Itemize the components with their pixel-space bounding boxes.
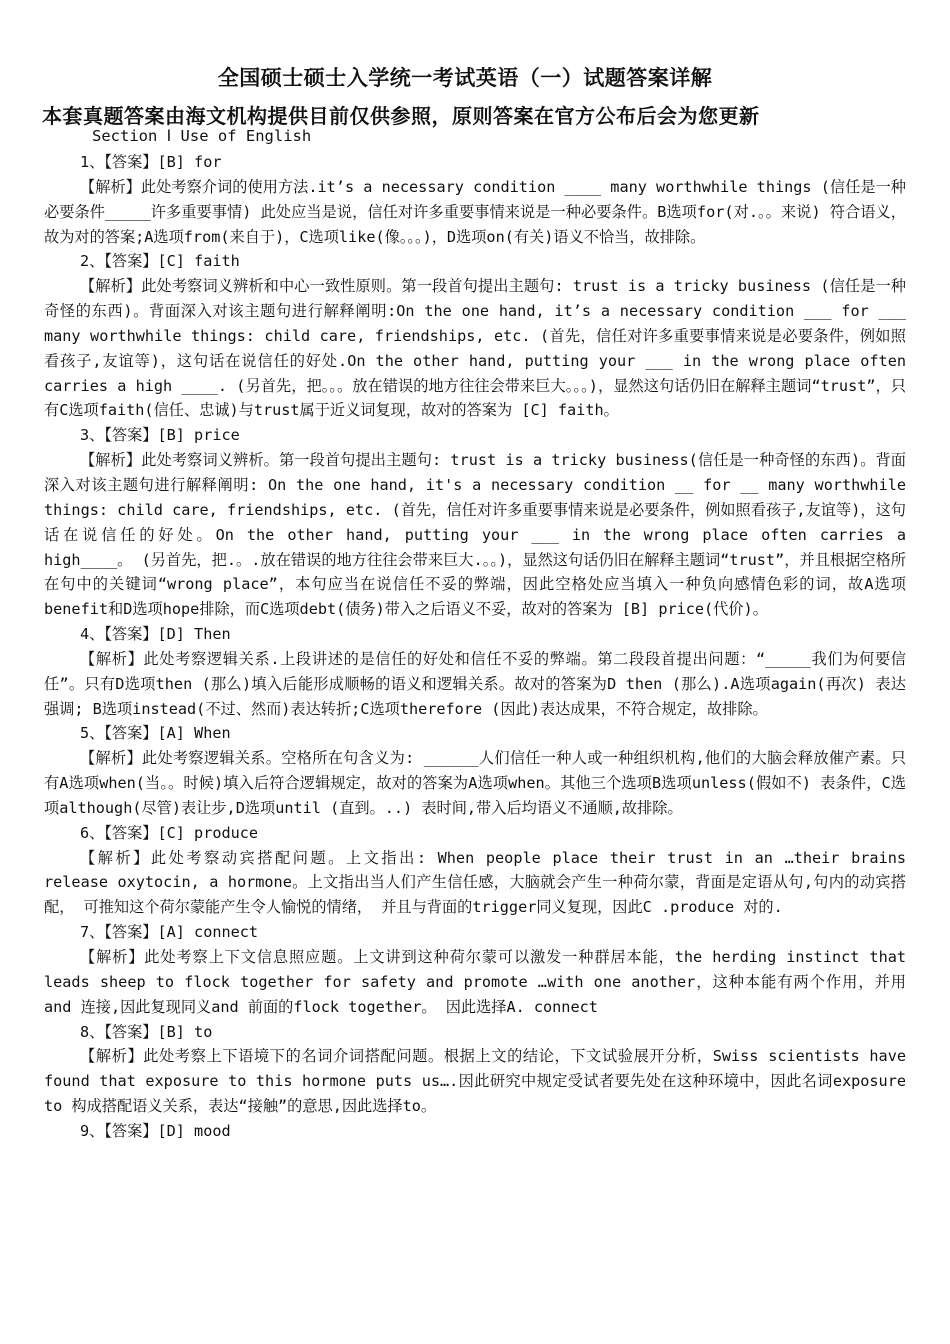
explanation-paragraph: 【解析】此处考察词义辨析和中心一致性原则。第一段首句提出主题句: trust is a tricky business (信任是一种奇怪的东西)。背面深入对该主题句进行解释阐明:On the one hand, it’s a necessary condition ___ for ___ many worthwhile things: child care, friendships, etc. (首先，信任对许多重要事情来说是必要条件，例如照看孩子,友谊等)，这句话在说信任的好处.On the other hand, putting your ___ in the wrong place often carries a high ____. (另首先，把。。。放在错误的地方往往会带来巨大。。。)，显然这句话仍旧在解释主题词“trust”，只有C选项faith(信任、忠诚)与trust属于近义词复现，故对的答案为 [C] faith。: [44, 277, 906, 420]
explanation-paragraph: 【解析】此处考察介词的使用方法.it’s a necessary condition ____ many worthwhile things (信任是一种必要条件_____许多重要事情) 此处应当是说，信任对许多重要事情来说是一种必要条件。B选项for(对.。。来说) 符合语义，故为对的答案;A选项from(来自于)，C选项like(像。。。)，D选项on(有关)语义不恰当，故排除。: [44, 177, 906, 246]
answer-line: 5、【答案】[A] When: [80, 724, 231, 743]
section-heading: Section Ⅰ Use of English: [92, 127, 312, 145]
explanation-paragraph: 【解析】此处考察逻辑关系。空格所在句含义为: ______人们信任一种人或一种组织机构,他们的大脑会释放催产素。只有A选项when(当。。时候)填入后符合逻辑规定，故对的答案为A选项when。其他三个选项B选项unless(假如不) 表条件，C选项although(尽管)表让步,D选项until (直到。..) 表时间,带入后均语义不通顺,故排除。: [44, 749, 906, 817]
answer-line: 6、【答案】[C] produce: [80, 823, 259, 842]
answer-line: 4、【答案】[D] Then: [80, 625, 231, 644]
explanation-paragraph: 【解析】此处考察上下语境下的名词介词搭配问题。根据上文的结论，下文试验展开分析，Swiss scientists have found that exposure to this hormone puts us….因此研究中规定受试者要先处在这种环境中，因此名词exposure to 构成搭配语义关系，表达“接触”的意思,因此选择to。: [44, 1047, 906, 1116]
explanation-paragraph: 【解析】此处考察逻辑关系.上段讲述的是信任的好处和信任不妥的弊端。第二段段首提出问题：“_____我们为何要信任”。只有D选项then (那么)填入后能形成顺畅的语义和逻辑关系。故对的答案为D then (那么).A选项again(再次) 表达强调; B选项instead(不过、然而)表达转折;C选项therefore (因此)表达成果，不符合规定，故排除。: [44, 649, 906, 718]
explanation-paragraph: 【解析】此处考察动宾搭配问题。上文指出: When people place their trust in an …their brains release oxytocin, a hormone。上文指出当人们产生信任感，大脑就会产生一种荷尔蒙，背面是定语从句,句内的动宾搭配， 可推知这个荷尔蒙能产生令人愉悦的情绪， 并且与背面的trigger同义复现，因此C .produce 对的.: [44, 848, 906, 917]
answer-line: 1、【答案】[B] for: [80, 153, 222, 171]
explanation-paragraph: 【解析】此处考察上下文信息照应题。上文讲到这种荷尔蒙可以激发一种群居本能，the herding instinct that leads sheep to flock together for safety and promote …with one another，这种本能有两个作用，并用and 连接,因此复现同义and 前面的flock together。 因此选择A. connect: [44, 948, 906, 1016]
answer-line: 8、【答案】[B] to: [80, 1022, 213, 1041]
answer-list: [44, 150, 906, 1144]
document-title: 全国硕士硕士入学统一考试英语（一）试题答案详解: [217, 66, 713, 90]
answer-line: 3、【答案】[B] price: [80, 426, 240, 445]
answer-line: 2、【答案】[C] faith: [80, 252, 240, 271]
explanation-paragraph: 【解析】此处考察词义辨析。第一段首句提出主题句: trust is a tricky business(信任是一种奇怪的东西)。背面深入对该主题句进行解释阐明: On the one hand, it's a necessary condition __ for __ many worthwhile things: child care, friendships, etc. (首先，信任对许多重要事情来说是必要条件，例如照看孩子,友谊等)，这句话在说信任的好处。On the other hand, putting your ___ in the wrong place often carries a high____。 (另首先，把.。.放在错误的地方往往会带来巨大.。。)，显然这句话仍旧在解释主题词“trust”，并且根据空格所在句中的关键词“wrong place”，本句应当在说信任不妥的弊端，因此空格处应当填入一种负向感情色彩的词，故A选项benefit和D选项hope排除，而C选项debt(债务)带入之后语义不妥，故对的答案为 [B] price(代价)。: [44, 451, 906, 619]
answer-line: 7、【答案】[A] connect: [80, 923, 259, 942]
answer-line: 9、【答案】[D] mood: [80, 1121, 231, 1140]
document-subtitle: 本套真题答案由海文机构提供目前仅供参照，原则答案在官方公布后会为您更新: [42, 104, 760, 128]
